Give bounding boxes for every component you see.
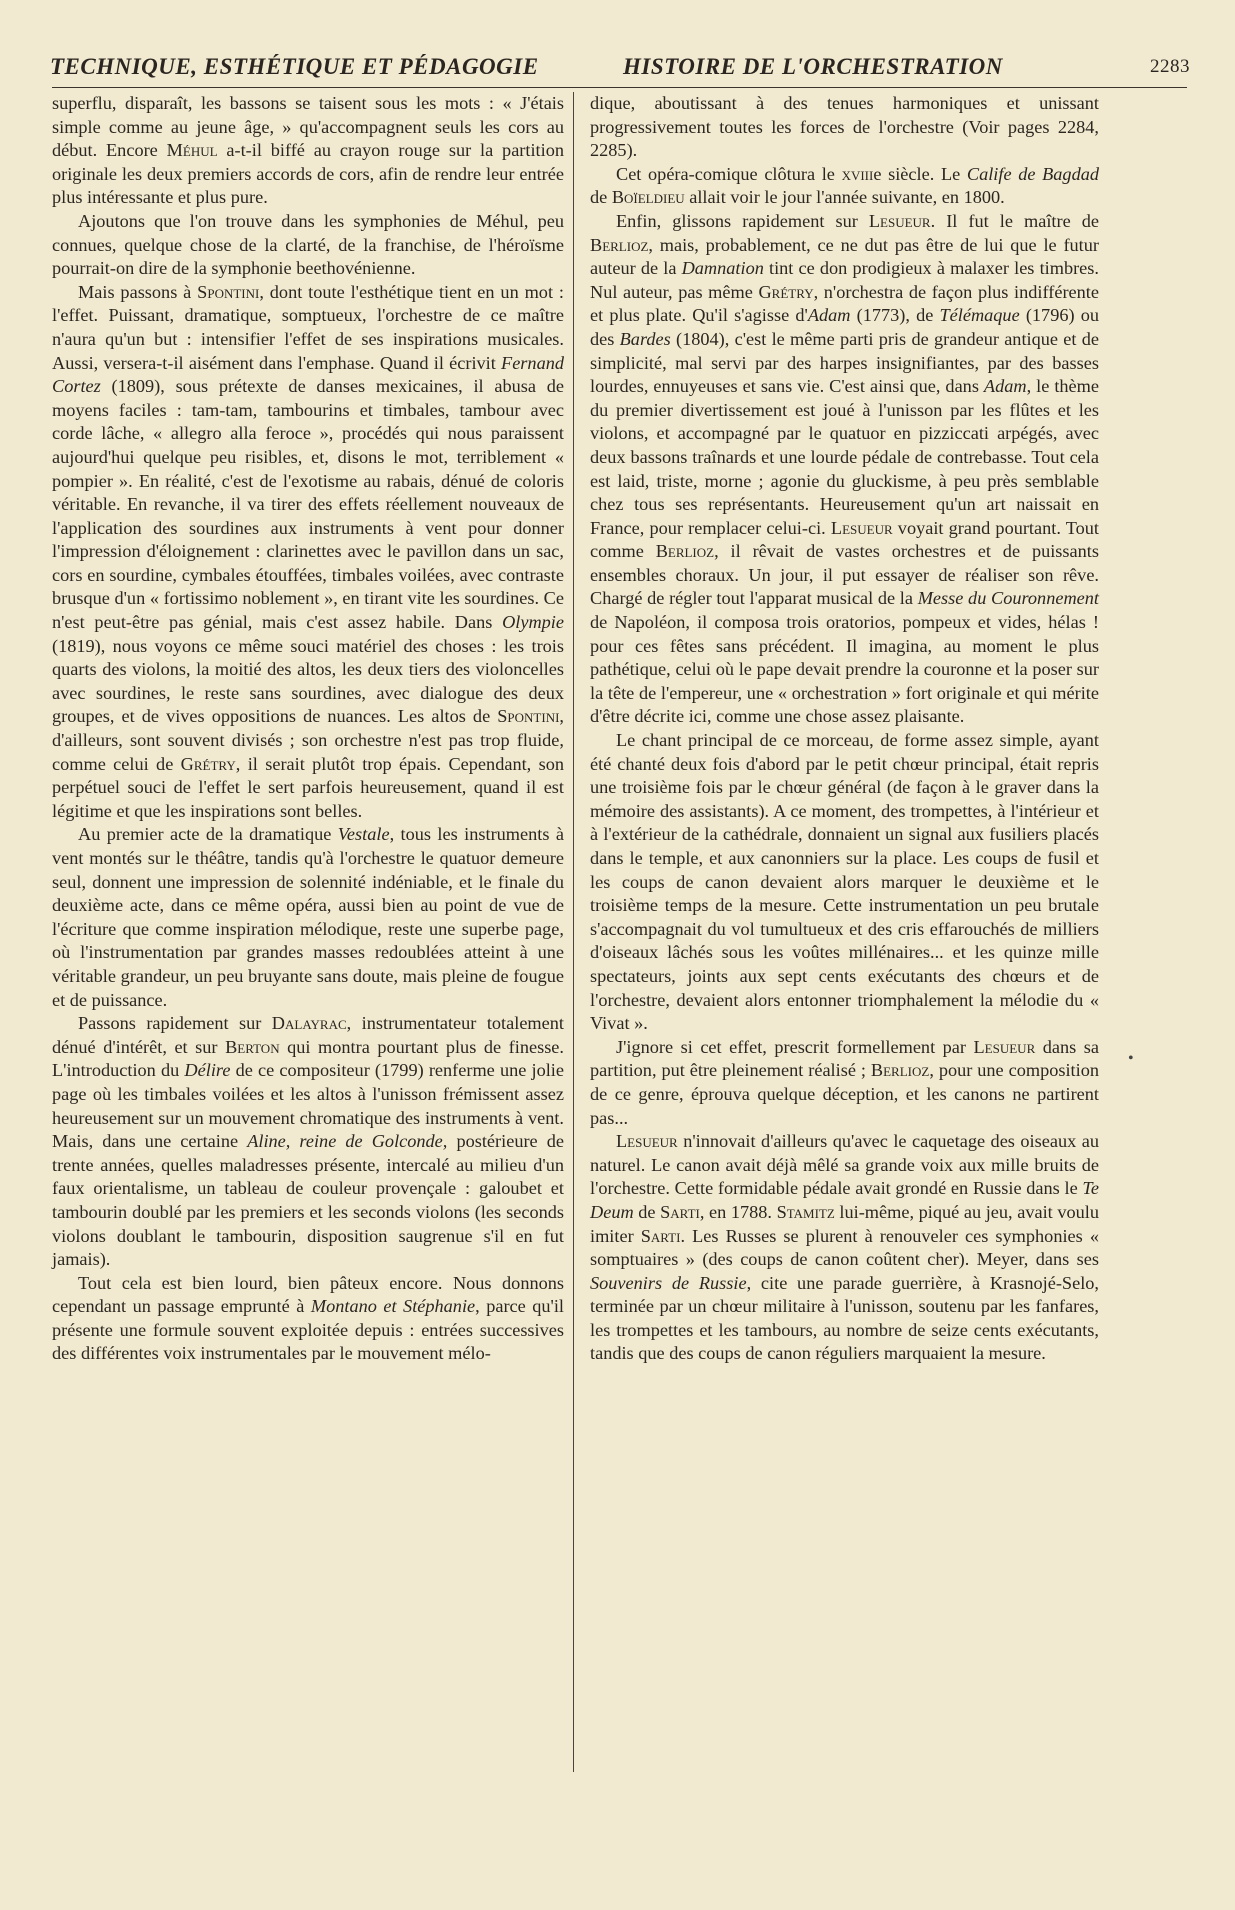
composer-name: Berlioz bbox=[590, 234, 649, 255]
text-run: J'ignore si cet effet, prescrit formellement par bbox=[616, 1036, 974, 1057]
margin-mark: • bbox=[1128, 1050, 1134, 1067]
text-run: tint ce don prodigieux à malaxer les timbres. Nul auteur, pas même bbox=[590, 258, 1099, 302]
header-rule bbox=[52, 87, 1187, 88]
text-run: de bbox=[590, 187, 612, 208]
italic-title: Adam bbox=[807, 305, 851, 326]
text-run: e siècle. Le bbox=[873, 163, 967, 184]
text-run: (1796) ou des bbox=[590, 305, 1099, 349]
running-head bbox=[50, 54, 1190, 84]
text-run: superflu, disparaît, les bassons se taisent sous les mots : « J'étais simple comme au jeune âge, » qu'accompagnent seuls les cors au début. Encore bbox=[52, 93, 564, 161]
composer-name: Berton bbox=[225, 1036, 280, 1057]
paragraph bbox=[52, 281, 564, 824]
text-run: postérieure de trente années, quelles maladresses présente, intercalé au milieu d'un faux orientalisme, un tableau de couleur provençale : galoubet et tambourin doublé par les premiers et les seconds violons (les seconds violons doublant le tambourin, disposition saugrenue s'il en fut jamais). bbox=[52, 1131, 564, 1270]
text-run: , instrumentateur totalement dénué d'intérêt, et sur bbox=[52, 1013, 564, 1057]
italic-title: Olympie bbox=[502, 612, 564, 633]
text-run: , en 1788. bbox=[699, 1201, 777, 1222]
paragraph bbox=[590, 1036, 1099, 1130]
composer-name: xviii bbox=[841, 163, 874, 184]
text-run: qui montra pourtant plus de finesse. L'introduction du bbox=[52, 1036, 564, 1081]
italic-title: Télémaque bbox=[939, 305, 1020, 326]
paragraph bbox=[590, 163, 1099, 210]
text-run: , parce qu'il présente une formule souvent exploitée depuis : entrées successives des différentes voix instrumentales par le mouvement mélo- bbox=[52, 1296, 565, 1364]
text-run: , le thème du premier divertissement est joué à l'unisson par les flûtes et les violons, et accompagné par le quatuor en pizziccati arpégés, avec deux bassons traînards et une lourde pédale de contrebasse. Tout cela est laid, triste, morne ; agonie du gluckisme, à peu près semblable chez tous ses représentants. Heureusement qu'un art naissait en France, pour remplacer celui-ci. bbox=[590, 376, 1099, 538]
text-run: Enfin, glissons rapidement sur bbox=[616, 210, 869, 231]
text-run: Le chant principal de ce morceau, de forme assez simple, ayant été chanté deux fois d'abord par le petit chœur principal, était repris une troisième fois par le chœur général (de façon à le graver dans la mémoire des assistants). A ce moment, des trompettes, à l'intérieur et à l'extérieur de la cathédrale, donnaient un signal aux fusiliers placés dans le temple, et aux canonniers sur la place. Les coups de fusil et les coups de canon devaient alors marquer le deuxième et le troisième temps de la mesure. Cette instrumentation un peu brutale s'accompagnait du vol tumultueux et des cris effarouchés de milliers d'oiseaux lâchés sous les voûtes millénaires... et les quinze mille spectateurs, joints aux sept cents exécutants des chœurs et de l'orchestre, devaient alors entonner triomphalement la mélodie du « Vivat ». bbox=[590, 730, 1099, 1034]
paragraph bbox=[52, 1012, 564, 1272]
paragraph bbox=[52, 1272, 564, 1366]
text-run: Mais passons à bbox=[78, 281, 198, 302]
text-run: , mais, probablement, ce ne dut pas être de lui que le futur auteur de la bbox=[590, 234, 1099, 279]
composer-name: Lesueur bbox=[830, 517, 893, 538]
italic-title: Délire bbox=[184, 1060, 231, 1081]
text-run: a-t-il biffé au crayon rouge sur la partition originale les deux premiers accords de cors, afin de rendre leur entrée plus intéressante et plus pure. bbox=[52, 140, 564, 208]
composer-name: Berlioz bbox=[870, 1060, 930, 1081]
text-run: , dont toute l'esthétique tient en un mot : l'effet. Puissant, dramatique, somptueux, l'orchestre de ce maître n'aura qu'un but : intensifier l'effet de ses inspirations musicales. Aussi, versera-t-il aisément dans l'emphase. Quand il écrivit bbox=[52, 281, 564, 373]
italic-title: Montano et Stéphanie bbox=[310, 1296, 476, 1317]
text-run: n'innovait d'ailleurs qu'avec le caquetage des oiseaux au naturel. Le canon avait déjà mêlé sa grande voix aux mille bruits de l'orchestre. Cette formidable pédale avait grondé en Russie dans le bbox=[590, 1131, 1099, 1199]
text-run: , il serait plutôt trop épais. Cependant, son perpétuel souci de l'effet le sert parfois heureusement, quand il est légitime et que les inspirations sont belles. bbox=[52, 753, 564, 821]
italic-title: Damnation bbox=[681, 258, 764, 279]
text-run: . Il fut le maître de bbox=[930, 210, 1099, 231]
left-column bbox=[52, 92, 564, 1366]
text-run: (1773), de bbox=[850, 305, 940, 326]
composer-name: Lesueur bbox=[868, 210, 931, 231]
composer-name: Stamitz bbox=[776, 1201, 835, 1222]
text-run: . Les Russes se plurent à renouveler ces symphonies « somptuaires » (des coups de canon coûtent cher). Meyer, dans ses bbox=[590, 1225, 1099, 1270]
text-run: de bbox=[633, 1201, 661, 1222]
text-run: , pour une composition de ce genre, éprouva quelque déception, et les canons ne partirent pas... bbox=[590, 1060, 1099, 1128]
column-divider bbox=[573, 92, 574, 1772]
text-run: Passons rapidement sur bbox=[78, 1013, 272, 1034]
composer-name: Boïeldieu bbox=[611, 187, 685, 208]
text-run: Tout cela est bien lourd, bien pâteux encore. Nous donnons cependant un passage emprunté à bbox=[52, 1272, 564, 1317]
paragraph bbox=[52, 823, 564, 1012]
composer-name: Spontini bbox=[497, 706, 560, 727]
text-run: (1804), c'est le même parti pris de grandeur antique et de simplicité, mal servi par des harpes insignifiantes, par des basses lourdes, ennuyeuses et sans vie. C'est ainsi que, dans bbox=[590, 328, 1099, 397]
italic-title: Te Deum bbox=[590, 1178, 1099, 1222]
italic-title: Bardes bbox=[619, 328, 671, 349]
italic-title: Messe du Couronnement bbox=[917, 588, 1099, 609]
paragraph bbox=[52, 92, 564, 210]
composer-name: Spontini bbox=[197, 281, 260, 302]
composer-name: Sarti bbox=[660, 1201, 700, 1222]
paragraph bbox=[590, 1130, 1099, 1366]
text-run: Ajoutons que l'on trouve dans les symphonies de Méhul, peu connues, quelque chose de la clarté, de la franchise, de l'héroïsme pourrait-on dire de la symphonie beethovénienne. bbox=[52, 210, 564, 279]
composer-name: Méhul bbox=[166, 140, 218, 161]
text-run: lui-même, piqué au jeu, avait voulu imiter bbox=[590, 1201, 1099, 1246]
italic-title: Calife de Bagdad bbox=[966, 163, 1099, 184]
running-head-left: TECHNIQUE, ESTHÉTIQUE ET PÉDAGOGIE bbox=[50, 54, 539, 79]
italic-title: Fernand Cortez bbox=[52, 352, 564, 397]
text-run: , cite une parade guerrière, à Krasnojé-Selo, terminée par un chœur militaire à l'unisson, soutenu par les fanfares, les trompettes et les tambours, au nombre de seize cents exécutants, tandis que des coups de canon réguliers marquaient la mesure. bbox=[590, 1272, 1099, 1364]
composer-name: Lesueur bbox=[973, 1036, 1036, 1057]
right-column bbox=[590, 92, 1099, 1366]
paragraph bbox=[52, 210, 564, 281]
composer-name: Lesueur bbox=[616, 1131, 678, 1152]
italic-title: Souvenirs de Russie bbox=[590, 1272, 747, 1293]
text-run: , d'ailleurs, sont souvent divisés ; son orchestre n'est pas trop fluide, comme celui de bbox=[52, 706, 564, 774]
text-run: , n'orchestra de façon plus indifférente et plus plate. Qu'il s'agisse d' bbox=[590, 281, 1099, 326]
composer-name: Dalayrac bbox=[271, 1013, 347, 1034]
running-head-right: HISTOIRE DE L'ORCHESTRATION bbox=[623, 54, 1003, 79]
text-run: voyait grand pourtant. Tout comme bbox=[590, 517, 1099, 562]
text-run: , tous les instruments à vent montés sur le théâtre, tandis qu'à l'orchestre le quatuor demeure seul, donnent une impression de solennité indéniable, et le finale du deuxième acte, dans ce même opéra, aussi bien au point de vue de l'écriture que comme inspiration mélodique, reste une superbe page, où l'instrumentation par grandes masses redoublées atteint à une véritable grandeur, un peu bruyante sans doute, mais pleine de fougue et de puissance. bbox=[52, 824, 564, 1010]
text-run: (1819), nous voyons ce même souci matériel des choses : les trois quarts des violons, la moitié des altos, les deux tiers des violoncelles avec sourdines, le reste sans sourdines, avec dialogue des deux groupes, et de vives oppositions de nuances. Les altos de bbox=[52, 635, 564, 727]
italic-title: Vestale bbox=[337, 824, 390, 845]
italic-title: Aline, reine de Golconde, bbox=[247, 1131, 448, 1152]
text-run: dans sa partition, put être pleinement réalisé ; bbox=[590, 1036, 1099, 1081]
text-run: dique, aboutissant à des tenues harmoniques et unissant progressivement toutes les forces de l'orchestre (Voir pages 2284, 2285). bbox=[590, 93, 1099, 161]
text-run: Au premier acte de la dramatique bbox=[78, 824, 338, 845]
text-run: de ce compositeur (1799) renferme une jolie page où les timbales voilées et les altos à l'unisson frémissent assez heureusement sur un mouvement chromatique des instruments à vent. Mais, dans une certaine bbox=[52, 1060, 564, 1152]
text-run: de Napoléon, il composa trois oratorios, pompeux et vides, hélas ! pour ces fêtes sans précédent. Il imagina, au moment le plus pathétique, celui où le pape devait prendre la couronne et la poser sur la tête de l'empereur, une « orchestration » fort originale et qui mérite d'être décrite ici, comme une chose assez plaisante. bbox=[590, 612, 1099, 727]
text-run: allait voir le jour l'année suivante, en 1800. bbox=[684, 187, 1005, 208]
text-run: Cet opéra-comique clôtura le bbox=[616, 163, 842, 184]
italic-title: Adam bbox=[983, 376, 1027, 397]
paragraph bbox=[590, 92, 1099, 163]
composer-name: Grétry bbox=[758, 281, 814, 302]
composer-name: Berlioz bbox=[655, 541, 715, 562]
paragraph bbox=[590, 729, 1099, 1036]
text-run: , il rêvait de vastes orchestres et de puissants ensembles choraux. Un jour, il put essayer de réaliser son rêve. Chargé de régler tout l'apparat musical de la bbox=[590, 541, 1099, 609]
composer-name: Sarti bbox=[640, 1225, 681, 1246]
page-number: 2283 bbox=[1150, 56, 1190, 77]
composer-name: Grétry bbox=[180, 753, 236, 774]
paragraph bbox=[590, 210, 1099, 729]
text-run: (1809), sous prétexte de danses mexicaines, il abusa de moyens faciles : tam-tam, tambourins et timbales, tambour avec corde lâche, « allegro alla feroce », procédés qui nous paraissent aujourd'hui quelque peu risibles, et, disons le mot, terriblement « pompier ». En réalité, c'est de l'exotisme au rabais, dénué de coloris véritable. En revanche, il va tirer des effets réellement nouveaux de l'application des sourdines aux instruments à vent pour donner l'impression d'éloignement : clarinettes avec le pavillon dans un sac, cors en sourdine, cymbales étouffées, timbales voilées, avec contraste brusque d'un « fortissimo noblement », en tirant vite les sourdines. Ce n'est peut-être pas génial, mais c'est assez habile. Dans bbox=[52, 376, 564, 633]
